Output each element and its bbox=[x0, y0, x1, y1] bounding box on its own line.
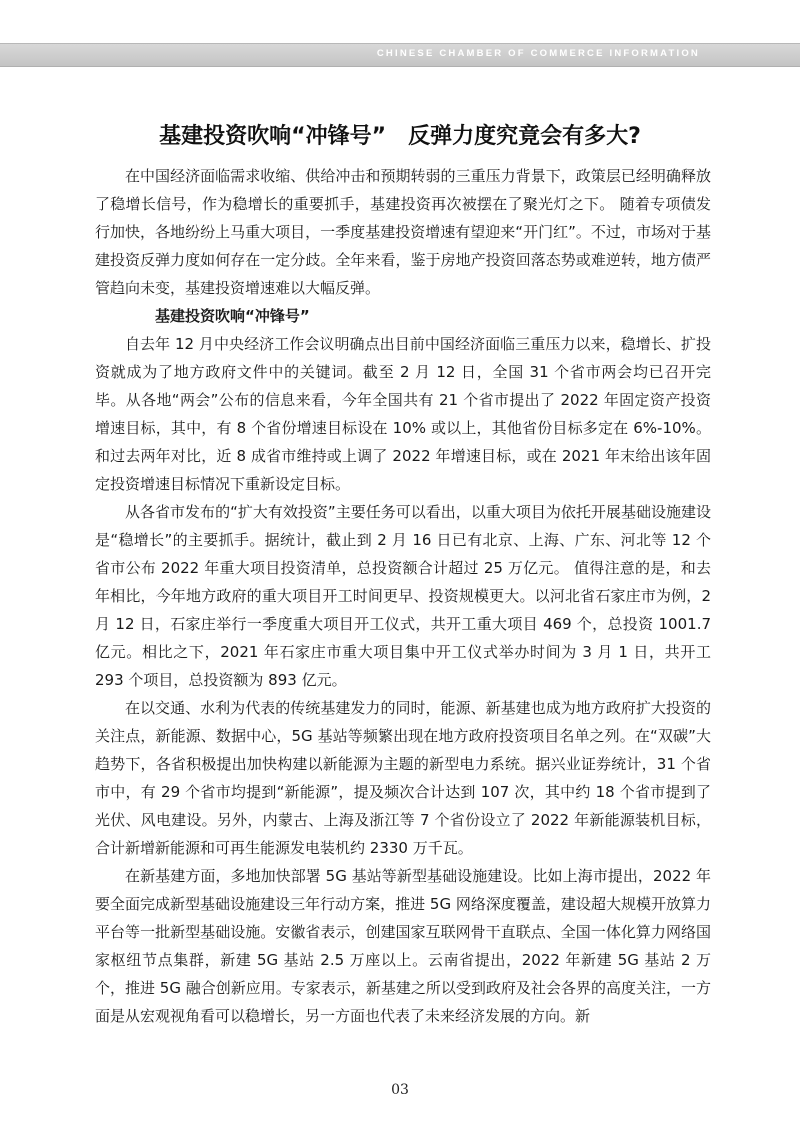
article-body bbox=[95, 162, 711, 1030]
body-paragraph: 在以交通、水利为代表的传统基建发力的同时，能源、新基建也成为地方政府扩大投资的关注点，新能源、数据中心，5G 基站等频繁出现在地方政府投资项目名单之列。在“双碳”大趋势下，各省积极提出加快构建以新能源为主题的新型电力系统。据兴业证券统计，31 个省市中，有 29 个省市均提到“新能源”，提及频次合计达到 107 次，其中约 18 个省市提到了光伏、风电建设。另外，内蒙古、上海及浙江等 7 个省份设立了 2022 年新能源装机目标，合计新增新能源和可再生能源发电装机约 2330 万千瓦。 bbox=[95, 699, 711, 857]
article-title: 基建投资吹响“冲锋号” 反弹力度究竟会有多大? bbox=[159, 124, 641, 149]
body-paragraph: 在新基建方面，多地加快部署 5G 基站等新型基础设施建设。比如上海市提出，2022 年要全面完成新型基础设施建设三年行动方案，推进 5G 网络深度覆盖，建设超大规模开放算力平台等一批新型基础设施。安徽省表示，创建国家互联网骨干直联点、全国一体化算力网络国家枢纽节点集群，新建 5G 基站 2.5 万座以上。云南省提出，2022 年新建 5G 基站 2 万个，推进 5G 融合创新应用。专家表示，新基建之所以受到政府及社会各界的高度关注，一方面是从宏观视角看可以稳增长，另一方面也代表了未来经济发展的方向。新 bbox=[95, 867, 711, 1025]
page-number: 03 bbox=[391, 1082, 409, 1098]
body-paragraph: 自去年 12 月中央经济工作会议明确点出目前中国经济面临三重压力以来，稳增长、扩投资就成为了地方政府文件中的关键词。截至 2 月 12 日，全国 31 个省市两会均已召开完毕。从各地“两会”公布的信息来看，今年全国共有 21 个省市提出了 2022 年固定资产投资增速目标，其中，有 8 个省份增速目标设在 10% 或以上，其他省份目标多定在 6%-10%。和过去两年对比，近 8 成省市维持或上调了 2022 年增速目标，或在 2021 年末给出该年固定投资增速目标情况下重新设定目标。 bbox=[95, 335, 711, 493]
publication-tagline: CHINESE CHAMBER OF COMMERCE INFORMATION bbox=[376, 48, 700, 59]
section-subheading: 基建投资吹响“冲锋号” bbox=[155, 307, 310, 325]
body-paragraph: 从各省市发布的“扩大有效投资”主要任务可以看出，以重大项目为依托开展基础设施建设是“稳增长”的主要抓手。据统计，截止到 2 月 16 日已有北京、上海、广东、河北等 12 个省市公布 2022 年重大项目投资清单，总投资额合计超过 25 万亿元。 值得注意的是，和去年相比，今年地方政府的重大项目开工时间更早、投资规模更大。以河北省石家庄市为例，2 月 12 日，石家庄举行一季度重大项目开工仪式，共开工重大项目 469 个，总投资 1001.7 亿元。相比之下，2021 年石家庄市重大项目集中开工仪式举办时间为 3 月 1 日，共开工 293 个项目，总投资额为 893 亿元。 bbox=[95, 503, 711, 689]
intro-paragraph: 在中国经济面临需求收缩、供给冲击和预期转弱的三重压力背景下，政策层已经明确释放了稳增长信号，作为稳增长的重要抓手，基建投资再次被摆在了聚光灯之下。 随着专项债发行加快，各地纷纷上马重大项目，一季度基建投资增速有望迎来“开门红”。不过，市场对于基建投资反弹力度如何存在一定分歧。全年来看，鉴于房地产投资回落态势或难逆转，地方债严管趋向未变，基建投资增速难以大幅反弹。 bbox=[95, 167, 711, 297]
header-band bbox=[0, 43, 800, 67]
